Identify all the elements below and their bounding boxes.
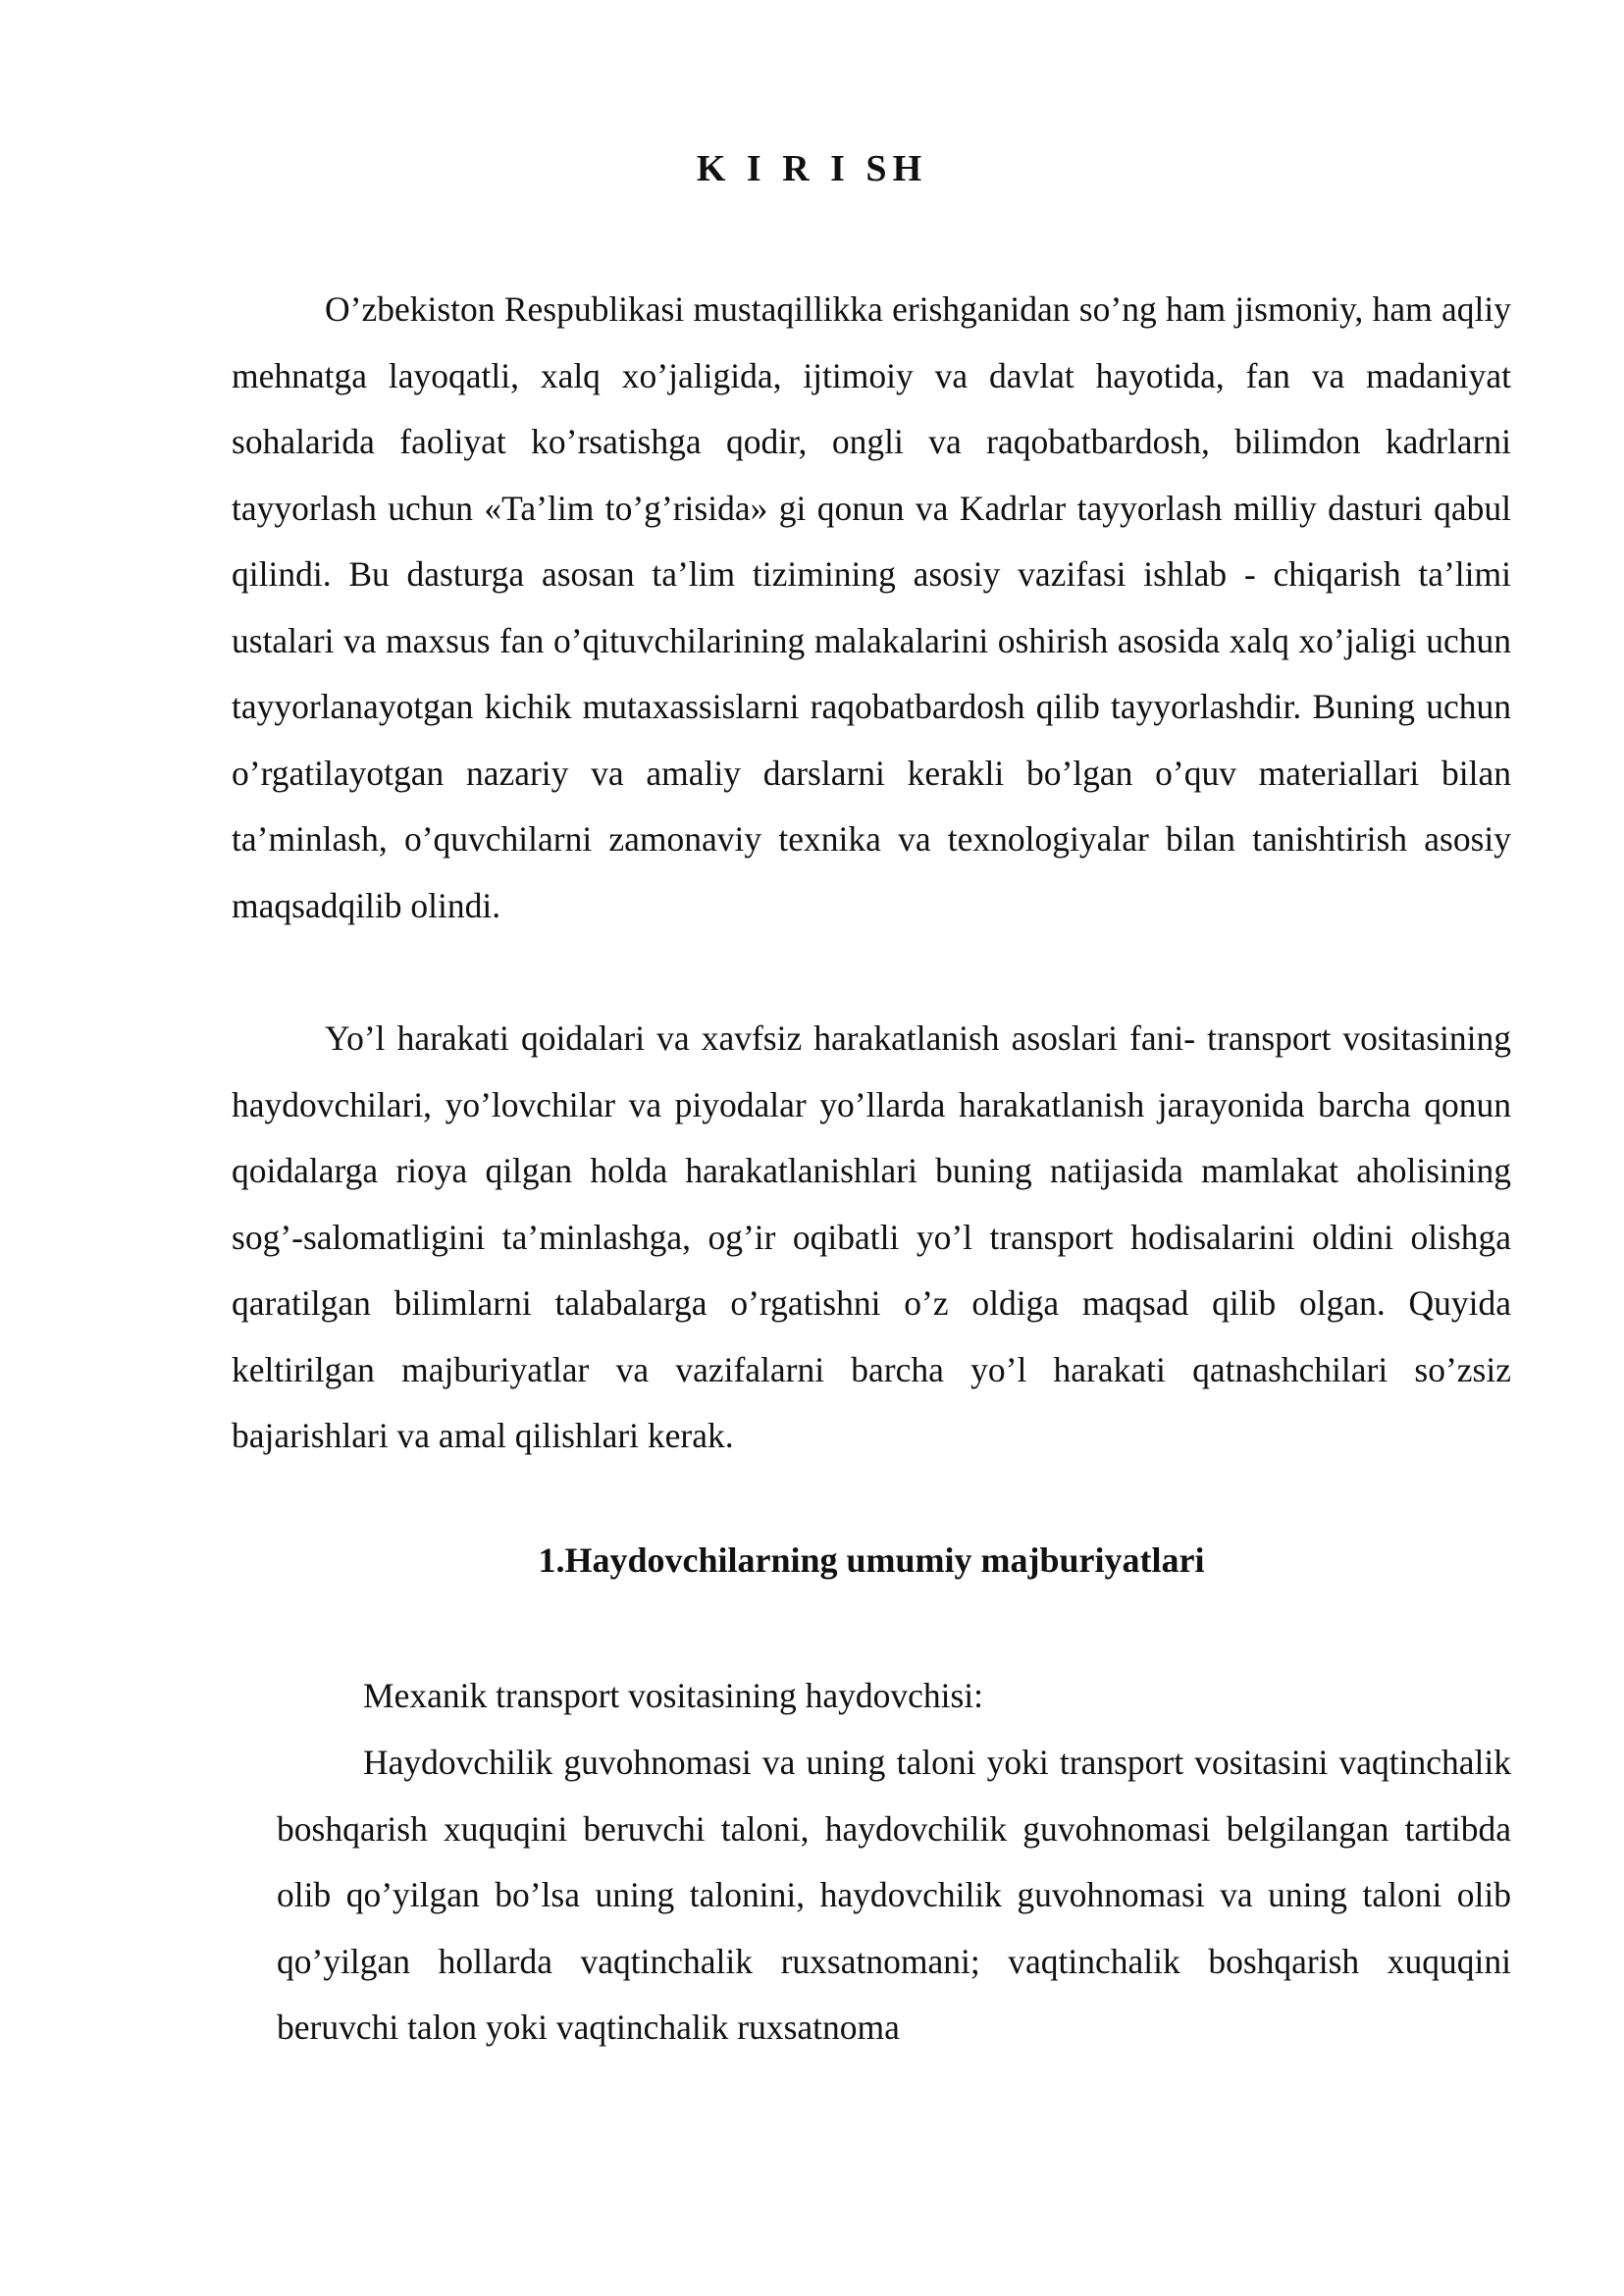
page-title: K I R I SH — [696, 148, 928, 189]
intro-paragraph-2: Yo’l harakati qoidalari va xavfsiz harakatlanish asoslari fani- transport vositasining haydovchilari, yo’lovchilar va piyodalar yo’llarda harakatlanish jarayonida barcha qonun qoidalarga rioya qilgan holda harakatlanishlari buning natijasida mamlakat aholisining sog’-salomatligini ta’minlashga, og’ir oqibatli yo’l transport hodisalarini oldini olishga qaratilgan bilimlarni talabalarga o’rgatishni o’z oldiga maqsad qilib olgan. Quyida keltirilgan majburiyatlar va vazifalarni barcha yo’l harakati qatnashchilari so’zsiz bajarishlari va amal qilishlari kerak. — [232, 1018, 1511, 1455]
section-lead: Mexanik transport vositasining haydovchisi: — [363, 1676, 984, 1715]
intro-paragraph-1: O’zbekiston Respublikasi mustaqillikka erishganidan so’ng ham jismoniy, ham aqliy mehnatga layoqatli, xalq xo’jaligida, ijtimoiy va davlat hayotida, fan va madaniyat sohalarida faoliyat ko’rsatishga qodir, ongli va raqobatbardosh, bilimdon kadrlarni tayyorlash uchun «Ta’lim to’g’risida» gi qonun va Kadrlar tayyorlash milliy dasturi qabul qilindi. Bu dasturga asosan ta’lim tizimining asosiy vazifasi ishlab - chiqarish ta’limi ustalari va maxsus fan o’qituvchilarining malakalarini oshirish asosida xalq xo’jaligi uchun tayyorlanayotgan kichik mutaxassislarni raqobatbardosh qilib tayyorlashdir. Buning uchun o’rgatilayotgan nazariy va amaliy darslarni kerakli bo’lgan o’quv materiallari bilan ta’minlash, o’quvchilarni zamonaviy texnika va texnologiyalar bilan tanishtirish asosiy maqsadqilib olindi. — [232, 289, 1511, 925]
section-heading: 1.Haydovchilarning umumiy majburiyatlari — [538, 1540, 1205, 1580]
section-paragraph: Haydovchilik guvohnomasi va uning taloni yoki transport vositasini vaqtinchalik boshqarish xuquqini beruvchi taloni, haydovchilik guvohnomasi belgilangan tartibda olib qo’yilgan bo’lsa uning talonini, haydovchilik guvohnomasi va uning taloni olib qo’yilgan hollarda vaqtinchalik ruxsatnomani; vaqtinchalik boshqarish xuquqini beruvchi talon yoki vaqtinchalik ruxsatnoma — [277, 1743, 1511, 2047]
